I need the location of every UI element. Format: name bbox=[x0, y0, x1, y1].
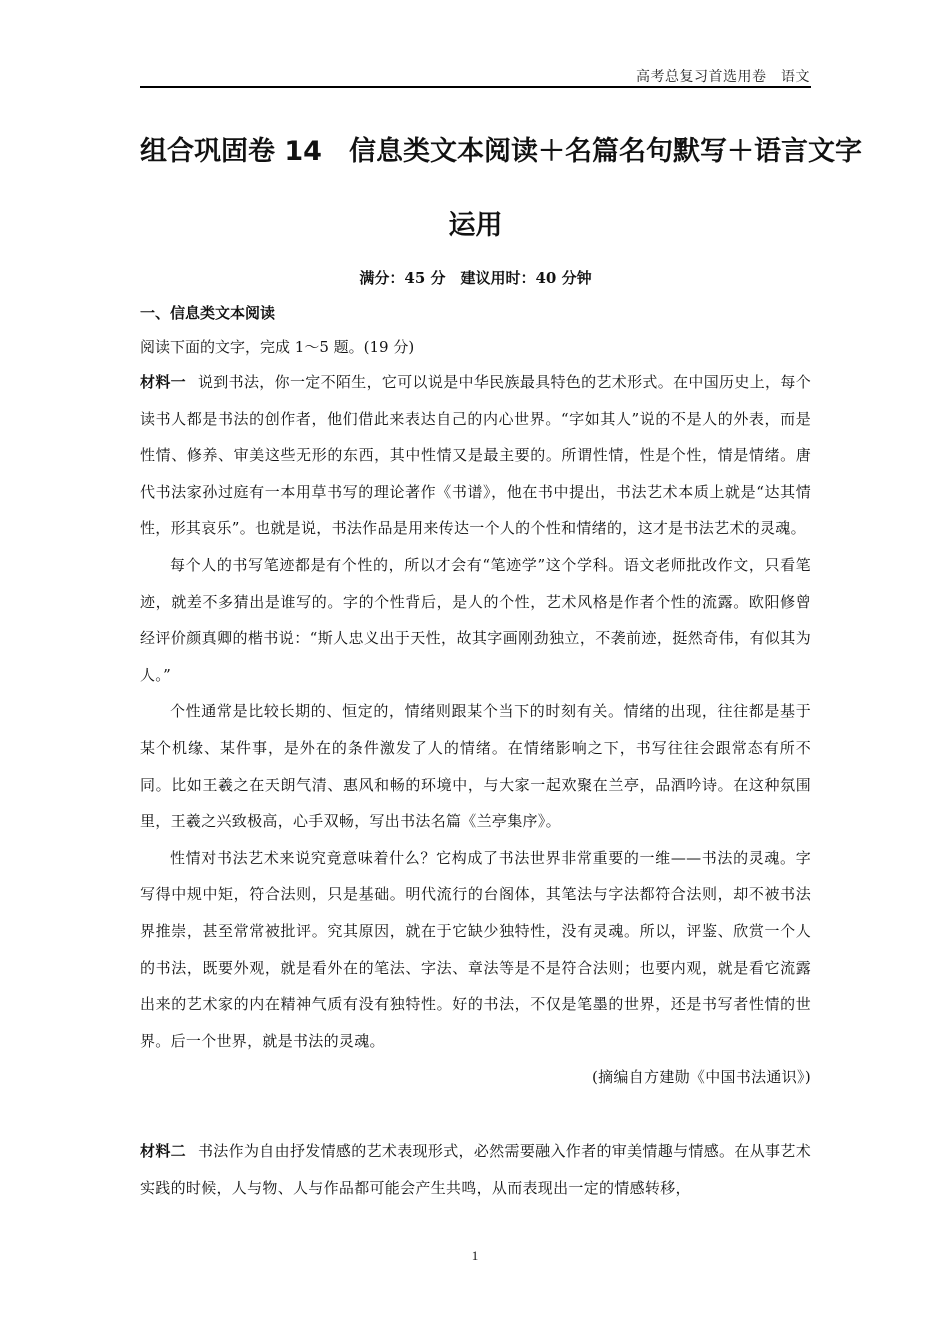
material-one-source: (摘编自方建勋《中国书法通识》) bbox=[591, 1068, 811, 1087]
section-heading: 一、信息类文本阅读 bbox=[140, 304, 276, 322]
material-one-label: 材料一 bbox=[140, 373, 186, 391]
material-one-paragraph-1 bbox=[140, 364, 811, 547]
page-number: 1 bbox=[471, 1248, 479, 1263]
material-two bbox=[140, 1133, 811, 1206]
material-two-label: 材料二 bbox=[140, 1142, 186, 1160]
material-one-paragraph-3: 个性通常是比较长期的、恒定的，情绪则跟某个当下的时刻有关。情绪的出现，往往都是基于某个机缘、某件事，是外在的条件激发了人的情绪。在情绪影响之下，书写往往会跟常态有所不同。比如王羲之在天朗气清、惠风和畅的环境中，与大家一起欢聚在兰亭，品酒吟诗。在这种氛围里，王羲之兴致极高，心手双畅，写出书法名篇《兰亭集序》。 bbox=[140, 702, 811, 831]
reading-instruction: 阅读下面的文字，完成 1～5 题。(19 分) bbox=[140, 338, 415, 356]
document-title-line-1: 组合巩固卷 14 信息类文本阅读＋名篇名句默写＋语言文字 bbox=[140, 136, 862, 167]
header-divider bbox=[140, 86, 811, 88]
material-one-paragraph-1-text: 说到书法，你一定不陌生，它可以说是中华民族最具特色的艺术形式。在中国历史上，每个读书人都是书法的创作者，他们借此来表达自己的内心世界。“字如其人”说的不是人的外表，而是性情、修养、审美这些无形的东西，其中性情又是最主要的。所谓性情，性是个性，情是情绪。唐代书法家孙过庭有一本用草书写的理论著作《书谱》，他在书中提出，书法艺术本质上就是“达其情性，形其哀乐”。也就是说，书法作品是用来传达一个人的个性和情绪的，这才是书法艺术的灵魂。 bbox=[140, 373, 811, 538]
material-two-paragraph-1-text: 书法作为自由抒发情感的艺术表现形式，必然需要融入作者的审美情趣与情感。在从事艺术实践的时候，人与物、人与作品都可能会产生共鸣，从而表现出一定的情感转移， bbox=[140, 1142, 811, 1197]
material-one-paragraph-4: 性情对书法艺术来说究竟意味着什么？它构成了书法世界非常重要的一维——书法的灵魂。字写得中规中矩，符合法则，只是基础。明代流行的台阁体，其笔法与字法都符合法则，却不被书法界推崇，甚至常常被批评。究其原因，就在于它缺少独特性，没有灵魂。所以，评鉴、欣赏一个人的书法，既要外观，就是看外在的笔法、字法、章法等是不是符合法则；也要内观，就是看它流露出来的艺术家的内在精神气质有没有独特性。好的书法，不仅是笔墨的世界，还是书写者性情的世界。后一个世界，就是书法的灵魂。 bbox=[140, 848, 811, 1050]
material-one bbox=[140, 364, 811, 1096]
running-header: 高考总复习首选用卷 语文 bbox=[636, 69, 810, 85]
material-one-paragraph-2: 每个人的书写笔迹都是有个性的，所以才会有“笔迹学”这个学科。语文老师批改作文，只看笔迹，就差不多猜出是谁写的。字的个性背后，是人的个性，艺术风格是作者个性的流露。欧阳修曾经评价颜真卿的楷书说：“斯人忠义出于天性，故其字画刚劲独立，不袭前迹，挺然奇伟，有似其为人。” bbox=[140, 555, 811, 684]
document-title-line-2: 运用 bbox=[448, 210, 503, 241]
material-two-paragraph-1 bbox=[140, 1133, 811, 1206]
score-and-time: 满分：45 分 建议用时：40 分钟 bbox=[359, 269, 592, 287]
